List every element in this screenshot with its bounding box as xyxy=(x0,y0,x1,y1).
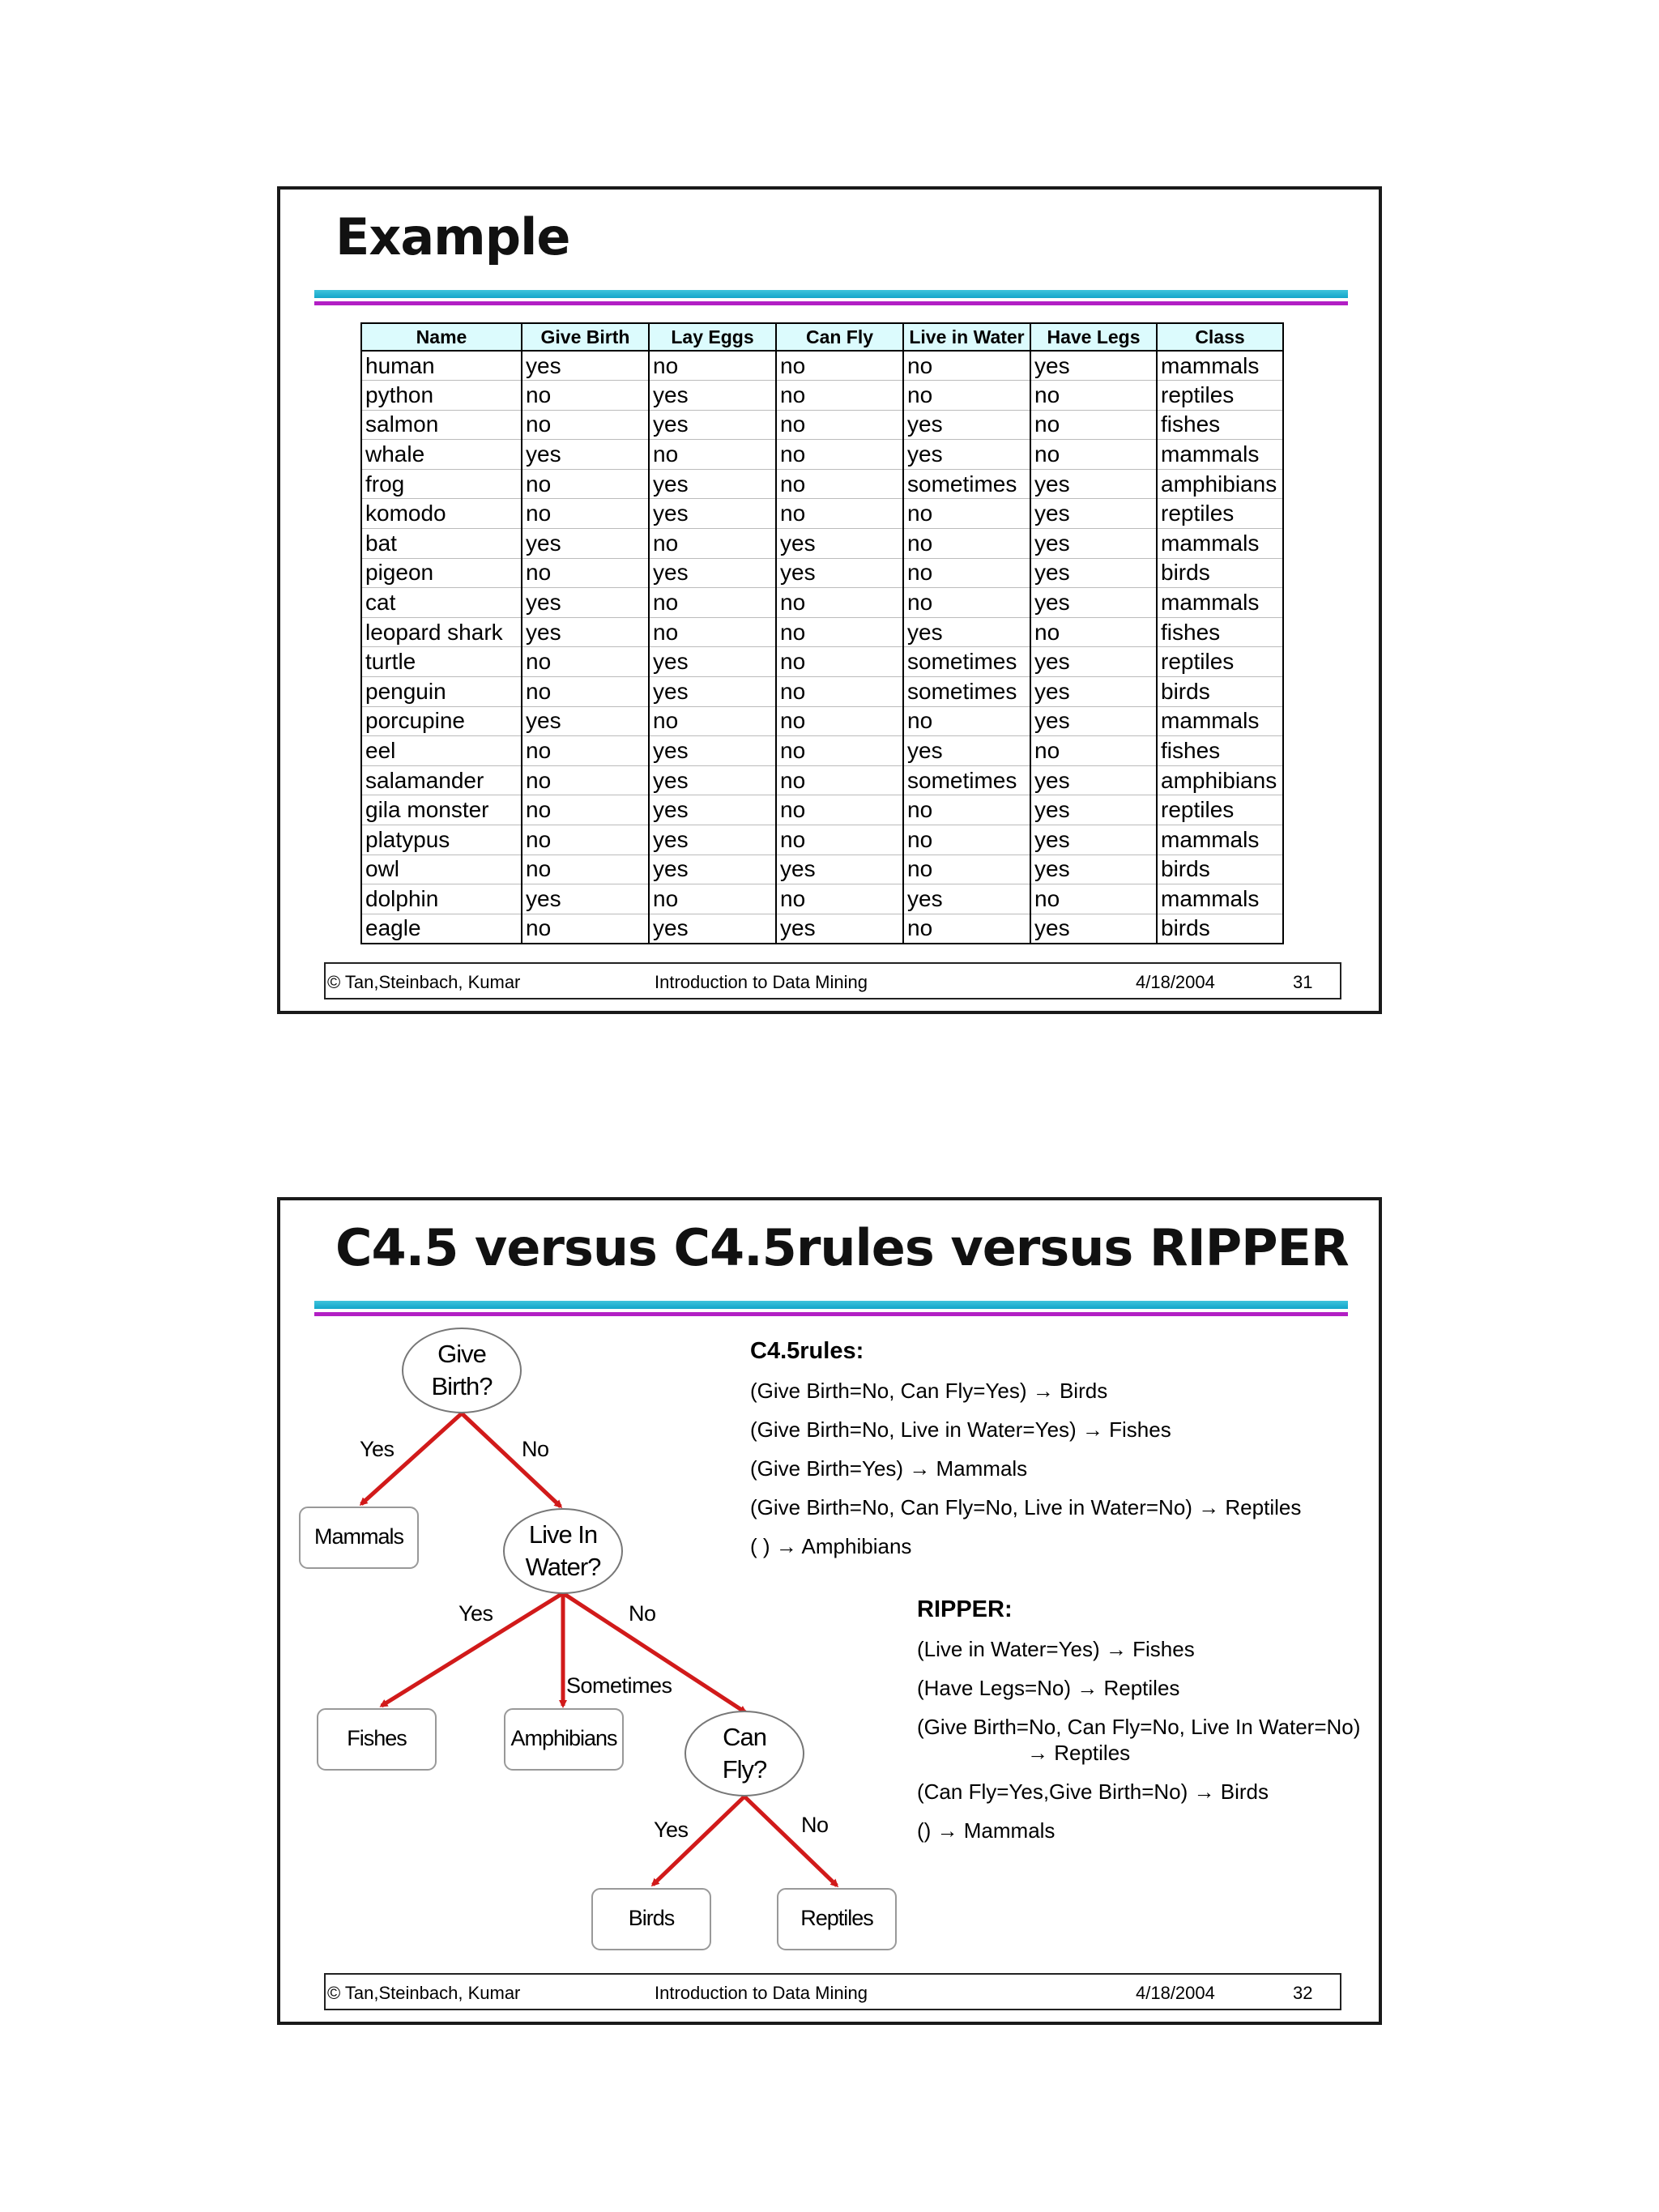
table-cell: fishes xyxy=(1157,410,1283,440)
table-cell: no xyxy=(903,914,1030,944)
table-cell: no xyxy=(776,410,903,440)
title-rule-magenta xyxy=(314,301,1348,305)
table-cell: no xyxy=(903,351,1030,381)
table-cell: amphibians xyxy=(1157,469,1283,499)
table-cell: yes xyxy=(522,529,649,559)
table-row xyxy=(361,884,1283,914)
table-cell: no xyxy=(649,351,776,381)
c45rule-item: (Give Birth=No, Live in Water=Yes) → Fishes xyxy=(750,1417,1171,1442)
table-row xyxy=(361,677,1283,707)
table-cell: no xyxy=(903,381,1030,411)
table-cell: yes xyxy=(649,469,776,499)
column-header: Have Legs xyxy=(1030,323,1157,351)
table-cell: eel xyxy=(361,736,522,766)
footer-course: Introduction to Data Mining xyxy=(655,972,868,992)
table-cell: yes xyxy=(1030,706,1157,736)
table-cell: no xyxy=(649,884,776,914)
table-cell: salamander xyxy=(361,765,522,795)
table-cell: fishes xyxy=(1157,736,1283,766)
table-cell: no xyxy=(776,440,903,470)
edge-label-root-yes: Yes xyxy=(360,1437,394,1461)
edge-label-water-no: No xyxy=(629,1601,656,1626)
table-cell: no xyxy=(903,588,1030,618)
table-cell: no xyxy=(903,795,1030,825)
node-label-line: Fly? xyxy=(722,1755,767,1784)
c45rule-item: (Give Birth=Yes) → Mammals xyxy=(750,1456,1028,1481)
table-cell: no xyxy=(776,795,903,825)
table-cell: reptiles xyxy=(1157,381,1283,411)
table-cell: yes xyxy=(1030,855,1157,884)
table-cell: no xyxy=(1030,736,1157,766)
table-cell: yes xyxy=(522,884,649,914)
table-cell: no xyxy=(522,558,649,588)
table-cell: no xyxy=(1030,440,1157,470)
decision-tree-diagram xyxy=(280,1200,1385,2028)
node-label-line: Birth? xyxy=(431,1372,493,1400)
table-cell: no xyxy=(903,558,1030,588)
table-row xyxy=(361,588,1283,618)
table-cell: yes xyxy=(522,706,649,736)
table-row xyxy=(361,706,1283,736)
table-cell: no xyxy=(522,410,649,440)
table-cell: no xyxy=(649,706,776,736)
table-cell: reptiles xyxy=(1157,647,1283,677)
column-header: Lay Eggs xyxy=(649,323,776,351)
leaf-birds: Birds xyxy=(628,1906,675,1930)
ripper-rule-item: (Live in Water=Yes) → Fishes xyxy=(917,1637,1195,1661)
node-live-in-water-label xyxy=(504,1519,622,1583)
title-rule-cyan xyxy=(314,290,1348,298)
table-cell: yes xyxy=(1030,677,1157,707)
table-cell: whale xyxy=(361,440,522,470)
table-cell: yes xyxy=(649,499,776,529)
edge-fly-no xyxy=(744,1796,837,1886)
slide-c45-vs-ripper xyxy=(277,1197,1382,2025)
footer-copyright: © Tan,Steinbach, Kumar xyxy=(327,972,521,992)
table-cell: no xyxy=(776,588,903,618)
table-cell: yes xyxy=(1030,825,1157,855)
table-cell: yes xyxy=(776,855,903,884)
table-cell: no xyxy=(522,795,649,825)
table-cell: yes xyxy=(1030,351,1157,381)
table-cell: turtle xyxy=(361,647,522,677)
slide-title: Example xyxy=(335,207,570,266)
table-cell: yes xyxy=(1030,795,1157,825)
table-cell: salmon xyxy=(361,410,522,440)
table-cell: yes xyxy=(649,677,776,707)
c45rule-item: ( ) → Amphibians xyxy=(750,1534,912,1558)
table-cell: no xyxy=(776,825,903,855)
table-row xyxy=(361,469,1283,499)
column-header: Name xyxy=(361,323,522,351)
ripper-heading: RIPPER: xyxy=(917,1596,1013,1622)
table-cell: yes xyxy=(776,529,903,559)
table-cell: yes xyxy=(776,558,903,588)
table-cell: yes xyxy=(522,617,649,647)
table-cell: yes xyxy=(649,558,776,588)
table-cell: no xyxy=(1030,381,1157,411)
leaf-reptiles: Reptiles xyxy=(800,1906,873,1930)
footer-page-number: 31 xyxy=(1293,972,1313,992)
footer-copyright: © Tan,Steinbach, Kumar xyxy=(327,1983,521,2003)
table-cell: leopard shark xyxy=(361,617,522,647)
table-cell: no xyxy=(649,440,776,470)
column-header: Can Fly xyxy=(776,323,903,351)
table-cell: yes xyxy=(1030,499,1157,529)
column-header: Live in Water xyxy=(903,323,1030,351)
table-cell: sometimes xyxy=(903,647,1030,677)
table-cell: mammals xyxy=(1157,588,1283,618)
table-cell: mammals xyxy=(1157,440,1283,470)
table-row xyxy=(361,914,1283,944)
table-cell: yes xyxy=(649,381,776,411)
table-cell: porcupine xyxy=(361,706,522,736)
table-cell: human xyxy=(361,351,522,381)
table-cell: mammals xyxy=(1157,884,1283,914)
table-cell: pigeon xyxy=(361,558,522,588)
table-cell: no xyxy=(1030,410,1157,440)
table-cell: no xyxy=(522,855,649,884)
animal-data-table xyxy=(360,322,1284,944)
table-row xyxy=(361,736,1283,766)
table-cell: yes xyxy=(522,588,649,618)
table-cell: yes xyxy=(1030,765,1157,795)
table-cell: no xyxy=(649,617,776,647)
node-give-birth-label xyxy=(403,1338,521,1403)
table-cell: no xyxy=(1030,617,1157,647)
table-cell: no xyxy=(522,736,649,766)
table-cell: birds xyxy=(1157,558,1283,588)
table-cell: dolphin xyxy=(361,884,522,914)
leaf-fishes: Fishes xyxy=(347,1726,407,1750)
c45rule-item: (Give Birth=No, Can Fly=No, Live in Water=No) → Reptiles xyxy=(750,1495,1302,1519)
table-cell: yes xyxy=(903,410,1030,440)
slide-example xyxy=(277,186,1382,1014)
table-row xyxy=(361,351,1283,381)
node-label-line: Can xyxy=(723,1723,766,1751)
edge-label-root-no: No xyxy=(522,1437,549,1461)
table-cell: birds xyxy=(1157,855,1283,884)
table-cell: frog xyxy=(361,469,522,499)
table-cell: sometimes xyxy=(903,765,1030,795)
table-cell: yes xyxy=(649,914,776,944)
table-row xyxy=(361,765,1283,795)
table-cell: no xyxy=(776,706,903,736)
edge-label-water-yes: Yes xyxy=(458,1601,493,1626)
table-cell: yes xyxy=(649,825,776,855)
table-cell: yes xyxy=(776,914,903,944)
table-cell: no xyxy=(776,351,903,381)
table-cell: yes xyxy=(649,410,776,440)
table-cell: no xyxy=(522,647,649,677)
ripper-rule-item: (Give Birth=No, Can Fly=No, Live In Water=No) xyxy=(917,1715,1361,1739)
slide-title: C4.5 versus C4.5rules versus RIPPER xyxy=(335,1218,1349,1277)
table-cell: no xyxy=(522,914,649,944)
leaf-mammals: Mammals xyxy=(313,1524,403,1549)
table-row xyxy=(361,825,1283,855)
table-cell: no xyxy=(776,677,903,707)
table-cell: no xyxy=(522,765,649,795)
table-row xyxy=(361,617,1283,647)
slide-footer xyxy=(324,962,1341,999)
footer-date: 4/18/2004 xyxy=(1136,1983,1215,2003)
table-cell: yes xyxy=(1030,647,1157,677)
ripper-rule-item-continuation: → Reptiles xyxy=(1027,1741,1131,1765)
table-row xyxy=(361,410,1283,440)
table-cell: yes xyxy=(649,736,776,766)
table-cell: yes xyxy=(649,855,776,884)
table-cell: gila monster xyxy=(361,795,522,825)
table-cell: yes xyxy=(649,765,776,795)
node-can-fly-label xyxy=(685,1721,804,1786)
table-cell: penguin xyxy=(361,677,522,707)
table-cell: eagle xyxy=(361,914,522,944)
c45rule-item: (Give Birth=No, Can Fly=Yes) → Birds xyxy=(750,1379,1108,1403)
table-cell: yes xyxy=(903,736,1030,766)
table-row xyxy=(361,440,1283,470)
table-cell: sometimes xyxy=(903,677,1030,707)
table-cell: yes xyxy=(649,647,776,677)
leaf-amphibians: Amphibians xyxy=(510,1726,617,1750)
table-row xyxy=(361,558,1283,588)
table-cell: no xyxy=(776,499,903,529)
table-cell: mammals xyxy=(1157,351,1283,381)
table-cell: yes xyxy=(1030,914,1157,944)
table-header-row xyxy=(361,323,1283,351)
table-cell: no xyxy=(649,588,776,618)
edge-label-fly-yes: Yes xyxy=(654,1818,689,1842)
ripper-rule-item: (Can Fly=Yes,Give Birth=No) → Birds xyxy=(917,1779,1269,1804)
table-cell: yes xyxy=(1030,469,1157,499)
table-cell: platypus xyxy=(361,825,522,855)
table-cell: no xyxy=(776,884,903,914)
table-cell: birds xyxy=(1157,677,1283,707)
table-cell: no xyxy=(522,825,649,855)
table-cell: yes xyxy=(522,440,649,470)
table-cell: yes xyxy=(1030,588,1157,618)
table-cell: yes xyxy=(903,884,1030,914)
table-row xyxy=(361,499,1283,529)
footer-date: 4/18/2004 xyxy=(1136,972,1215,992)
table-cell: no xyxy=(776,617,903,647)
table-cell: reptiles xyxy=(1157,499,1283,529)
table-row xyxy=(361,647,1283,677)
table-cell: no xyxy=(1030,884,1157,914)
table-cell: birds xyxy=(1157,914,1283,944)
node-label-line: Water? xyxy=(525,1553,601,1581)
table-cell: yes xyxy=(903,617,1030,647)
ripper-rule-item: () → Mammals xyxy=(917,1818,1056,1843)
table-cell: yes xyxy=(649,795,776,825)
table-row xyxy=(361,529,1283,559)
table-cell: no xyxy=(776,469,903,499)
table-cell: no xyxy=(649,529,776,559)
table-cell: no xyxy=(776,647,903,677)
table-cell: no xyxy=(903,825,1030,855)
edge-label-fly-no: No xyxy=(801,1813,829,1837)
table-row xyxy=(361,381,1283,411)
table-cell: yes xyxy=(1030,558,1157,588)
table-row xyxy=(361,795,1283,825)
table-cell: no xyxy=(903,706,1030,736)
column-header: Give Birth xyxy=(522,323,649,351)
table-cell: mammals xyxy=(1157,825,1283,855)
table-cell: cat xyxy=(361,588,522,618)
table-cell: no xyxy=(903,529,1030,559)
table-cell: no xyxy=(522,469,649,499)
table-cell: fishes xyxy=(1157,617,1283,647)
ripper-rule-item: (Have Legs=No) → Reptiles xyxy=(917,1676,1180,1700)
table-cell: no xyxy=(776,736,903,766)
table-row xyxy=(361,855,1283,884)
table-cell: mammals xyxy=(1157,706,1283,736)
node-label-line: Live In xyxy=(528,1520,598,1549)
table-cell: no xyxy=(776,381,903,411)
table-cell: no xyxy=(776,765,903,795)
table-cell: amphibians xyxy=(1157,765,1283,795)
table-cell: komodo xyxy=(361,499,522,529)
table-cell: no xyxy=(522,499,649,529)
table-cell: bat xyxy=(361,529,522,559)
slide-footer xyxy=(324,1973,1341,2010)
column-header: Class xyxy=(1157,323,1283,351)
table-cell: yes xyxy=(903,440,1030,470)
footer-course: Introduction to Data Mining xyxy=(655,1983,868,2003)
footer-page-number: 32 xyxy=(1293,1983,1313,2003)
table-cell: reptiles xyxy=(1157,795,1283,825)
table-cell: sometimes xyxy=(903,469,1030,499)
edge-label-water-sometimes: Sometimes xyxy=(566,1673,672,1698)
table-cell: mammals xyxy=(1157,529,1283,559)
table-cell: yes xyxy=(522,351,649,381)
table-cell: yes xyxy=(1030,529,1157,559)
table-cell: no xyxy=(522,677,649,707)
table-cell: no xyxy=(903,855,1030,884)
node-label-line: Give xyxy=(437,1340,486,1368)
table-cell: owl xyxy=(361,855,522,884)
table-cell: no xyxy=(903,499,1030,529)
table-cell: python xyxy=(361,381,522,411)
c45rules-heading: C4.5rules: xyxy=(750,1338,864,1364)
table-cell: no xyxy=(522,381,649,411)
